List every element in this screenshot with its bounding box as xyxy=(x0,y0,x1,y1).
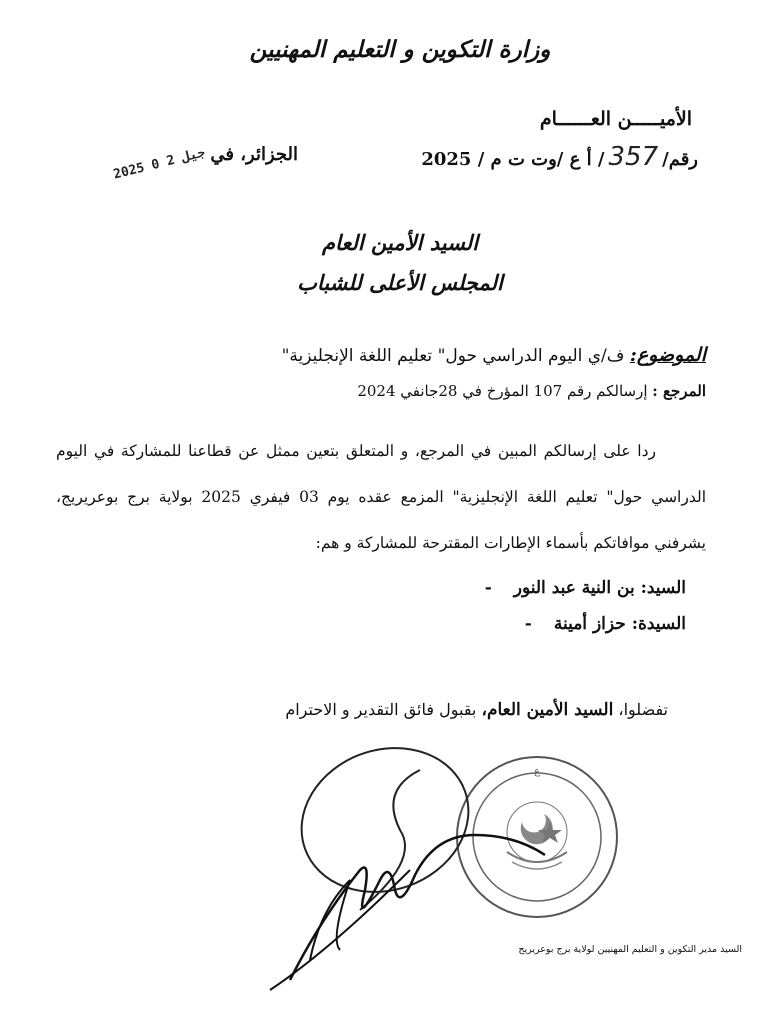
ministry-title: وزارة التكوين و التعليم المهنيين xyxy=(249,36,551,63)
closing-line xyxy=(285,700,668,720)
secretary-general-heading: الأميـــــن العــــــام xyxy=(539,108,692,130)
reference-label: المرجع : xyxy=(652,382,706,400)
nominee-item xyxy=(485,578,686,598)
subject-label: الموضوع: xyxy=(629,344,706,366)
recipient-organization: المجلس الأعلى للشباب xyxy=(297,270,503,295)
subject-text: ف/ي اليوم الدراسي حول" تعليم اللغة الإنجليزية" xyxy=(281,346,625,366)
recipient-title: السيد الأمين العام xyxy=(321,230,479,255)
reference-line xyxy=(357,382,706,400)
footer-copy-to: السيد مدير التكوين و التعليم المهنيين لولاية برج بوعريريج xyxy=(518,944,742,955)
body-paragraph: ردا على إرسالكم المبين في المرجع، و المتعلق بتعين ممثل عن قطاعنا للمشاركة في اليوم الدراسي حول" تعليم اللغة الإنجليزية" المزمع عقده يوم 03 فيفري 2025 بولاية برج بوعريريج، يشرفني موافاتكم بأسماء الإطارات المقترحة للمشاركة و هم: xyxy=(56,442,707,552)
reference-text: إرسالكم رقم 107 المؤرخ في 28جانفي 2024 xyxy=(357,382,648,400)
handwritten-signature xyxy=(250,730,550,1000)
closing-suffix: بقبول فائق التقدير و الاحترام xyxy=(285,700,477,719)
closing-title: السيد الأمين العام، xyxy=(481,700,614,720)
ref-number-handwritten: 357 xyxy=(608,142,659,172)
nominee-item xyxy=(525,614,686,634)
ref-prefix: رقم/ xyxy=(662,149,698,170)
list-dash: - xyxy=(524,614,532,634)
nominee-name: السيدة: حزاز أمينة xyxy=(553,614,686,634)
list-dash: - xyxy=(484,578,492,598)
ref-suffix: / أ ع /وت ت م / 2025 xyxy=(421,149,605,170)
closing-prefix: تفضلوا، xyxy=(618,700,668,719)
subject-line xyxy=(282,344,706,366)
place-and-date-label: الجزائر، في xyxy=(210,144,298,165)
svg-text:ع: ع xyxy=(534,766,540,777)
nominee-name: السيد: بن النية عبد النور xyxy=(513,578,686,598)
date-stamp: 2025 0 2 جيل xyxy=(112,145,207,183)
reference-number-line xyxy=(421,142,698,172)
